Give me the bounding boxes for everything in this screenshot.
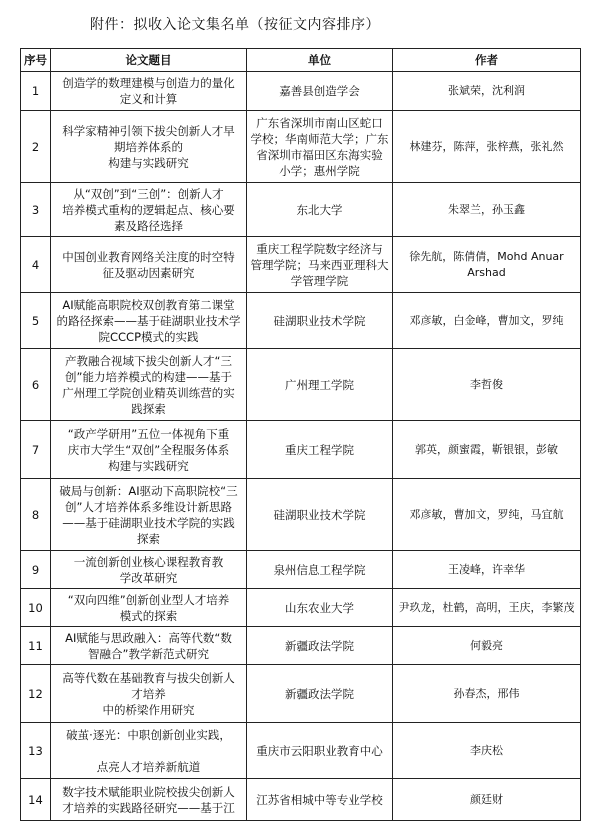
cell-unit bbox=[247, 349, 393, 421]
cell-unit-text: 嘉善县创造学会 bbox=[279, 84, 360, 98]
cell-author-text: 颜廷财 bbox=[470, 792, 503, 806]
cell-author bbox=[393, 111, 581, 183]
cell-author-text: 林建芬，陈萍，张梓燕，张礼然 bbox=[409, 139, 564, 153]
cell-author bbox=[393, 479, 581, 551]
cell-unit bbox=[247, 72, 393, 111]
table-row bbox=[21, 183, 581, 237]
cell-title bbox=[51, 551, 247, 589]
cell-title bbox=[51, 589, 247, 627]
cell-title bbox=[51, 723, 247, 779]
cell-unit-text: 东北大学 bbox=[296, 202, 343, 217]
cell-unit-text: 广东省深圳市南山区蛇口 学校；华南师范大学；广东 省深圳市福田区东海实验 小学；惠州学院 bbox=[250, 115, 389, 178]
cell-author bbox=[393, 723, 581, 779]
cell-title-text: 创造学的数理建模与创造力的量化 定义和计算 bbox=[62, 76, 235, 106]
cell-no-text: 11 bbox=[28, 638, 43, 653]
cell-title bbox=[51, 293, 247, 349]
table-header-row bbox=[21, 49, 581, 72]
cell-author bbox=[393, 421, 581, 479]
cell-no bbox=[21, 589, 51, 627]
cell-unit-text: 泉州信息工程学院 bbox=[273, 562, 366, 577]
cell-no bbox=[21, 72, 51, 111]
table-row bbox=[21, 237, 581, 293]
cell-unit bbox=[247, 237, 393, 293]
cell-unit bbox=[247, 183, 393, 237]
cell-no-text: 5 bbox=[31, 313, 40, 328]
header-no: 序号 bbox=[21, 49, 51, 72]
cell-title-text: 破局与创新：AI驱动下高职院校“三 创”人才培养体系多维设计新思路 ——基于硅湖职业技术学院的实践 探索 bbox=[59, 483, 238, 546]
table-row bbox=[21, 589, 581, 627]
cell-author-text: 孙春杰，邢伟 bbox=[453, 686, 520, 700]
cell-unit bbox=[247, 551, 393, 589]
cell-author bbox=[393, 779, 581, 821]
table-row bbox=[21, 111, 581, 183]
cell-no bbox=[21, 349, 51, 421]
cell-no-text: 4 bbox=[31, 257, 40, 272]
cell-no bbox=[21, 779, 51, 821]
cell-author-text: 徐先航，陈倩倩，Mohd Anuar Arshad bbox=[409, 249, 564, 279]
cell-unit-text: 江苏省相城中等专业学校 bbox=[256, 792, 383, 807]
table-row bbox=[21, 665, 581, 723]
cell-author bbox=[393, 665, 581, 723]
cell-unit-text: 硅湖职业技术学院 bbox=[273, 313, 366, 328]
cell-no bbox=[21, 627, 51, 665]
cell-title-text: 科学家精神引领下拔尖创新人才早 期培养体系的 构建与实践研究 bbox=[62, 123, 235, 170]
cell-author-text: 邓彦敏，曹加文，罗纯，马宜航 bbox=[409, 507, 564, 521]
cell-author bbox=[393, 183, 581, 237]
cell-unit-text: 山东农业大学 bbox=[285, 600, 354, 615]
cell-title bbox=[51, 779, 247, 821]
cell-author-text: 朱翠兰，孙玉鑫 bbox=[448, 202, 525, 216]
cell-no bbox=[21, 293, 51, 349]
cell-unit bbox=[247, 421, 393, 479]
table-row bbox=[21, 293, 581, 349]
cell-title bbox=[51, 421, 247, 479]
cell-no-text: 6 bbox=[31, 377, 40, 392]
cell-unit bbox=[247, 111, 393, 183]
cell-author bbox=[393, 72, 581, 111]
cell-author bbox=[393, 627, 581, 665]
attachment-heading: 附件：拟收入论文集名单（按征文内容排序） bbox=[90, 17, 380, 33]
cell-unit bbox=[247, 479, 393, 551]
cell-title-text: AI赋能与思政融入：高等代数“数 智融合”教学新范式研究 bbox=[65, 630, 232, 661]
cell-author-text: 李庆松 bbox=[470, 743, 503, 757]
cell-author bbox=[393, 349, 581, 421]
table-row bbox=[21, 349, 581, 421]
cell-no-text: 12 bbox=[28, 686, 43, 701]
cell-no bbox=[21, 237, 51, 293]
cell-title bbox=[51, 72, 247, 111]
cell-author bbox=[393, 589, 581, 627]
cell-no-text: 7 bbox=[31, 442, 40, 457]
cell-title-text: 数字技术赋能职业院校拔尖创新人 才培养的实践路径研究——基于江 bbox=[62, 784, 235, 815]
cell-no-text: 3 bbox=[31, 202, 40, 217]
paper-list-table bbox=[20, 48, 581, 821]
cell-unit-text: 重庆工程学院 bbox=[285, 442, 354, 457]
cell-no bbox=[21, 665, 51, 723]
cell-no-text: 10 bbox=[28, 600, 43, 615]
cell-title bbox=[51, 237, 247, 293]
cell-author bbox=[393, 293, 581, 349]
cell-author-text: 王凌峰，许幸华 bbox=[448, 562, 525, 576]
table-row bbox=[21, 551, 581, 589]
cell-author bbox=[393, 237, 581, 293]
cell-title bbox=[51, 349, 247, 421]
cell-unit bbox=[247, 779, 393, 821]
cell-title bbox=[51, 183, 247, 237]
cell-author bbox=[393, 551, 581, 589]
cell-author-text: 邓彦敏，白金峰，曹加文，罗纯 bbox=[409, 313, 564, 327]
cell-title-text: 一流创新创业核心课程教育教 学改革研究 bbox=[73, 554, 224, 585]
cell-no bbox=[21, 111, 51, 183]
header-title: 论文题目 bbox=[51, 49, 247, 72]
table-row bbox=[21, 627, 581, 665]
cell-no-text: 8 bbox=[31, 507, 40, 522]
cell-unit-text: 重庆市云阳职业教育中心 bbox=[256, 743, 383, 758]
cell-no-text: 14 bbox=[28, 792, 43, 807]
cell-unit-text: 重庆工程学院数字经济与 管理学院；马来西亚理科大 学管理学院 bbox=[250, 241, 389, 288]
cell-title bbox=[51, 111, 247, 183]
cell-unit bbox=[247, 293, 393, 349]
cell-author-text: 李哲俊 bbox=[470, 377, 503, 391]
cell-no bbox=[21, 479, 51, 551]
cell-title-text: “政产学研用”五位一体视角下重 庆市大学生“双创”全程服务体系 构建与实践研究 bbox=[67, 426, 230, 473]
table-row bbox=[21, 72, 581, 111]
cell-title-text: 破茧·逐光：中职创新创业实践， 点亮人才培养新航道 bbox=[66, 727, 231, 774]
cell-title bbox=[51, 665, 247, 723]
cell-title-text: 高等代数在基础教育与拔尖创新人 才培养 中的桥梁作用研究 bbox=[62, 670, 235, 717]
cell-author-text: 尹玖龙，杜鹤，高明，王庆，李繁茂 bbox=[398, 600, 575, 614]
cell-unit bbox=[247, 627, 393, 665]
cell-author-text: 张斌荣，沈利润 bbox=[448, 84, 525, 97]
cell-unit bbox=[247, 665, 393, 723]
cell-no-text: 2 bbox=[31, 139, 40, 154]
cell-title-text: 从“双创”到“三创”：创新人才 培养模式重构的逻辑起点、核心要 素及路径选择 bbox=[62, 186, 235, 233]
cell-title-text: “双向四维”创新创业型人才培养 模式的探索 bbox=[67, 592, 230, 623]
header-unit: 单位 bbox=[247, 49, 393, 72]
cell-unit-text: 新疆政法学院 bbox=[285, 638, 354, 653]
table-row bbox=[21, 479, 581, 551]
table-body bbox=[21, 72, 581, 821]
table-row bbox=[21, 723, 581, 779]
header-author: 作者 bbox=[393, 49, 581, 72]
table-row bbox=[21, 421, 581, 479]
cell-unit-text: 新疆政法学院 bbox=[285, 686, 354, 701]
cell-author-text: 何毅亮 bbox=[470, 638, 503, 652]
cell-unit-text: 广州理工学院 bbox=[285, 377, 354, 392]
cell-no-text: 9 bbox=[31, 562, 40, 577]
cell-author-text: 郭英，颜蜜霞，靳银银，彭敏 bbox=[415, 442, 558, 456]
cell-title-text: 产教融合视域下拔尖创新人才“三 创”能力培养模式的构建——基于 广州理工学院创业精英训练营的实 践探索 bbox=[62, 353, 235, 416]
cell-title bbox=[51, 627, 247, 665]
table-row bbox=[21, 779, 581, 821]
cell-no-text: 1 bbox=[31, 84, 40, 98]
cell-no bbox=[21, 551, 51, 589]
cell-title-text: 中国创业教育网络关注度的时空特 征及驱动因素研究 bbox=[62, 249, 235, 280]
cell-no bbox=[21, 183, 51, 237]
cell-no bbox=[21, 421, 51, 479]
cell-title-text: AI赋能高职院校双创教育第二课堂 的路径探索——基于硅湖职业技术学 院CCCP模式的实践 bbox=[56, 297, 241, 344]
cell-title bbox=[51, 479, 247, 551]
cell-no bbox=[21, 723, 51, 779]
cell-unit bbox=[247, 723, 393, 779]
cell-unit-text: 硅湖职业技术学院 bbox=[273, 507, 366, 522]
cell-no-text: 13 bbox=[28, 743, 43, 758]
cell-unit bbox=[247, 589, 393, 627]
